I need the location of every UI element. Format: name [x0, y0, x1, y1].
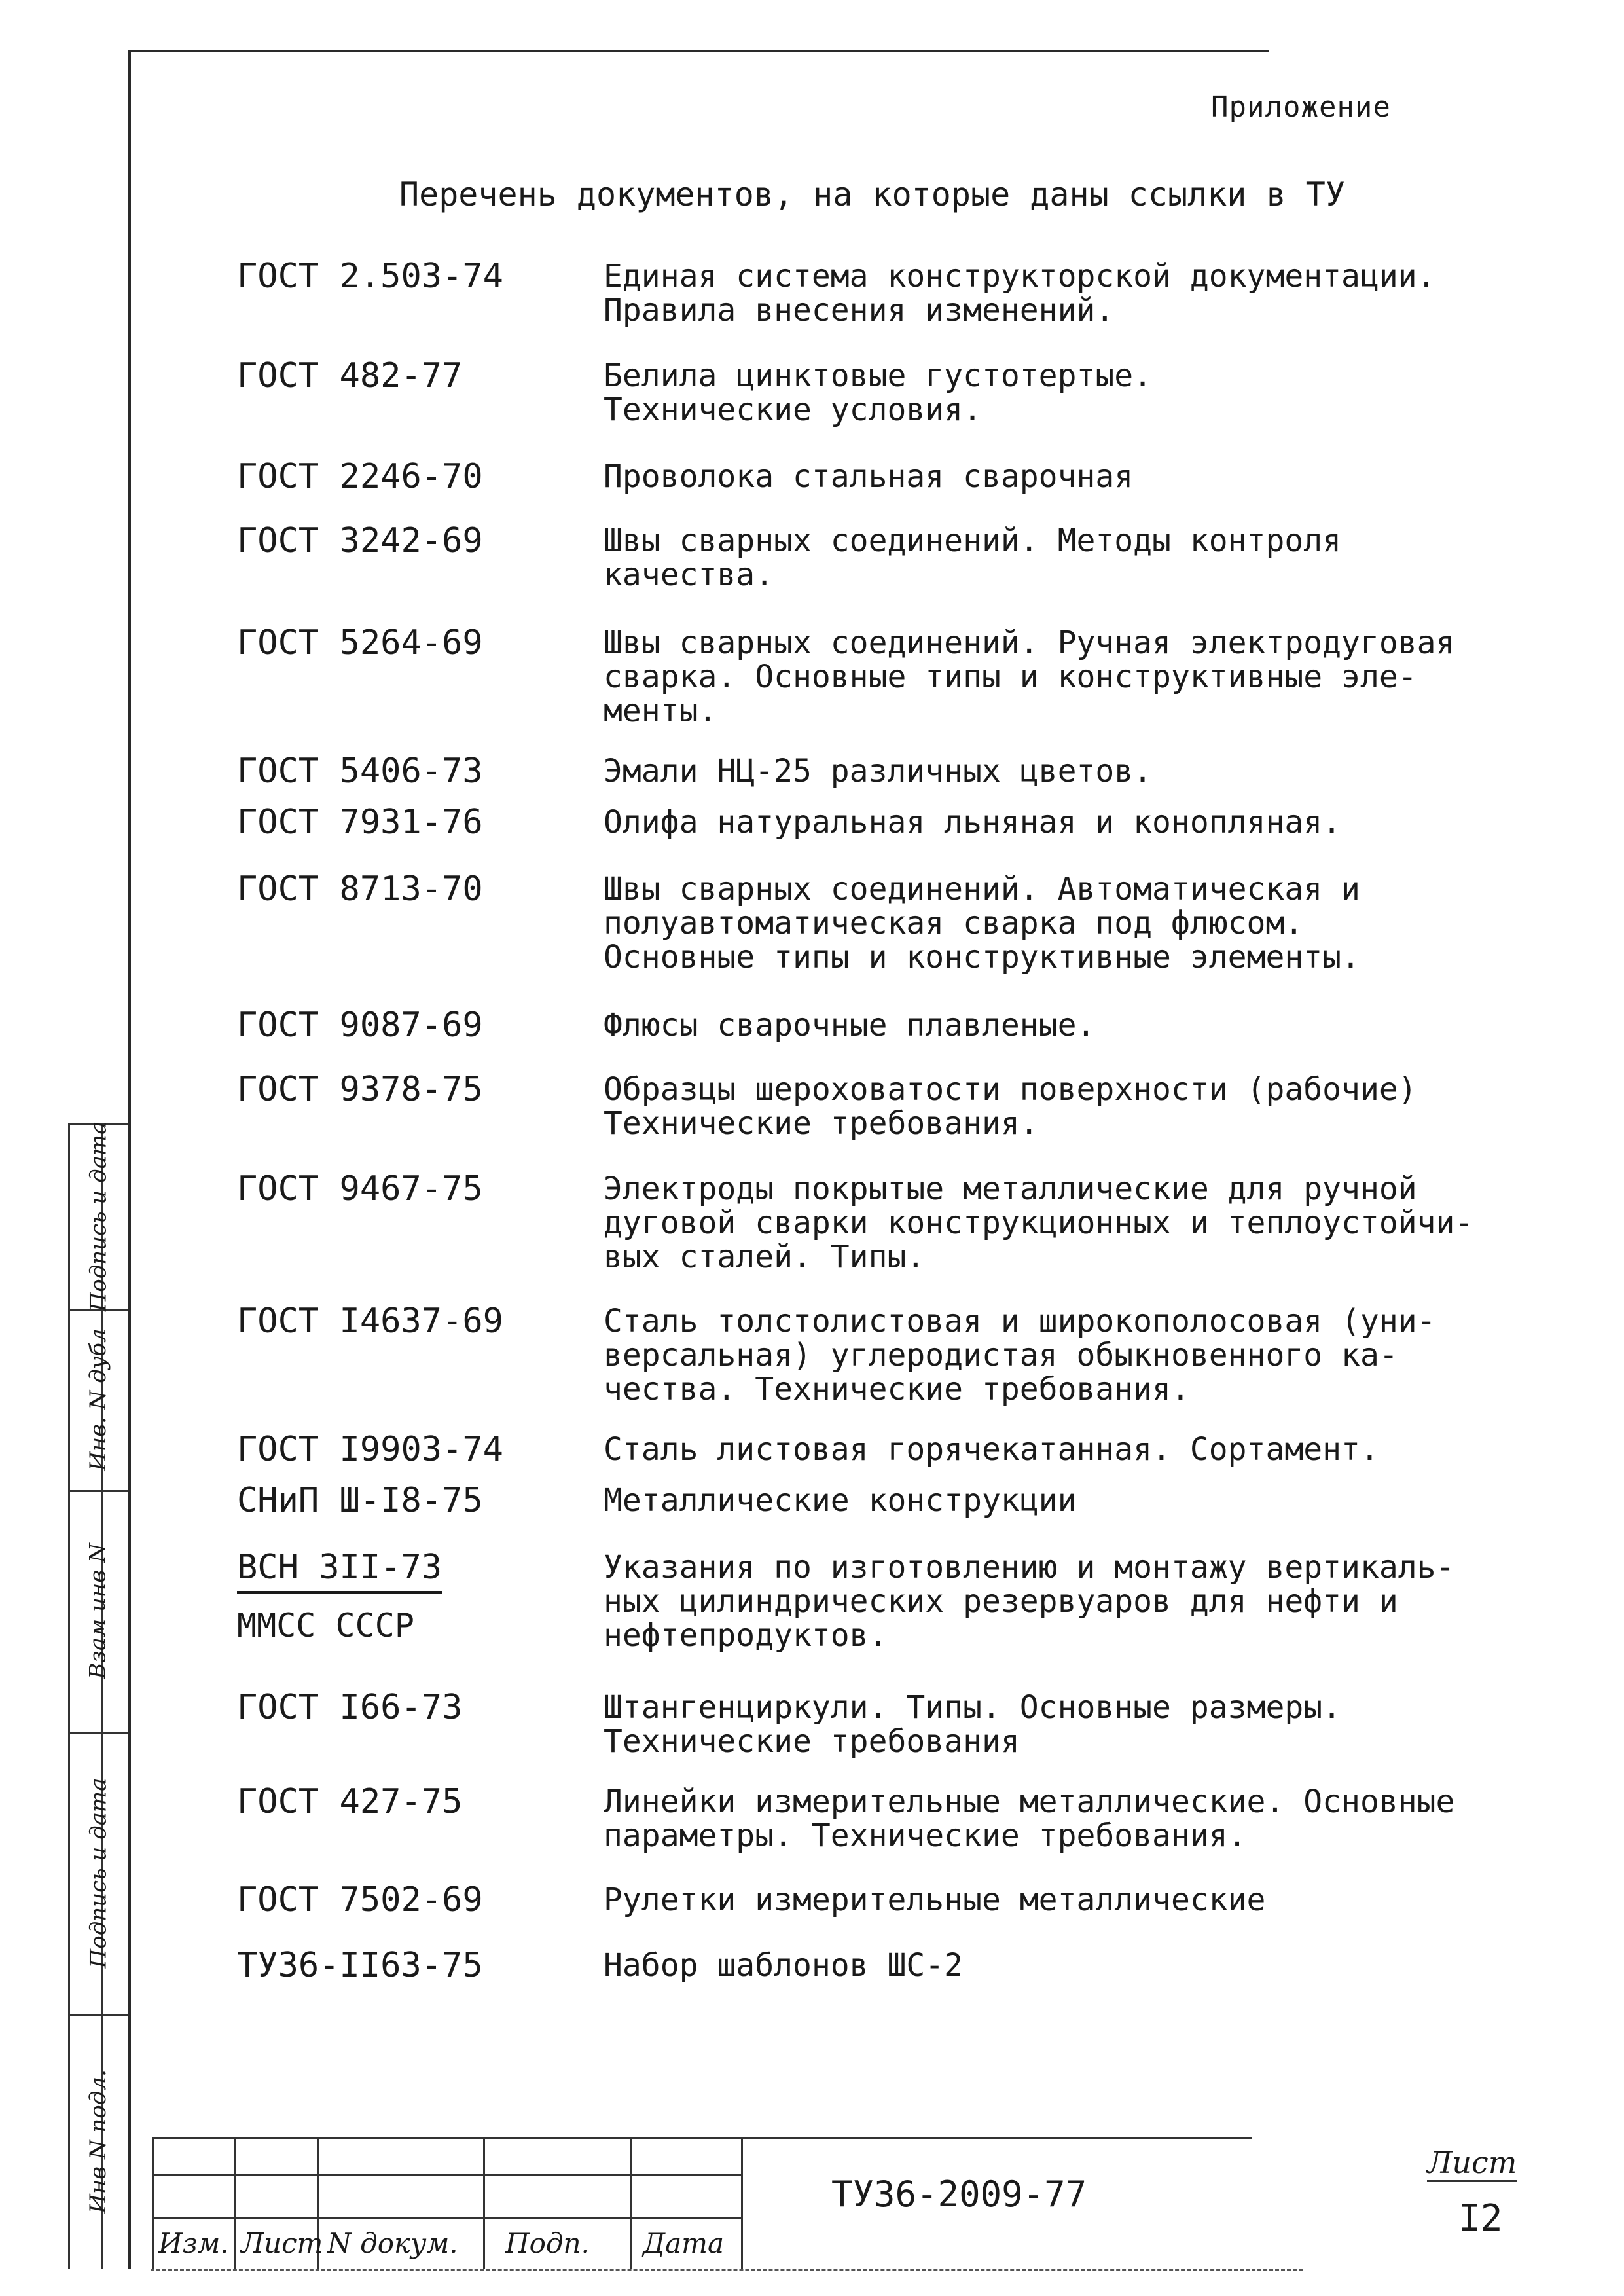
appendix-label: Приложение [1211, 90, 1391, 124]
sheet-number: I2 [1458, 2197, 1503, 2240]
reference-description: Указания по изготовлению и монтажу вертикаль- ных цилиндрических резервуаров для нефти и нефтепродуктов. [604, 1549, 1455, 1654]
stamp-inv-dup: Инв. N дубл [85, 1328, 111, 1471]
sheet-label: Лист [1427, 2145, 1517, 2182]
reference-code: ГОСТ 427-75 [237, 1782, 463, 1821]
stamp-inv-orig: Инв N подл. [85, 2069, 112, 2214]
frame-top-border [130, 50, 1269, 52]
reference-description: Линейки измерительные металлические. Основные параметры. Технические требования. [604, 1783, 1455, 1854]
reference-description: Электроды покрытые металлические для ручной дуговой сварки конструкционных и теплоустойчи- вых сталей. Типы. [604, 1171, 1474, 1275]
reference-description: Металлические конструкции [604, 1482, 1077, 1519]
reference-description: Сталь листовая горячекатанная. Сортамент. [604, 1431, 1379, 1468]
reference-description: Швы сварных соединений. Автоматическая и полуавтоматическая сварка под флюсом. Основные типы и конструктивные элементы. [604, 871, 1360, 975]
reference-code: ГОСТ 7502-69 [237, 1880, 483, 1920]
reference-code: ГОСТ 7931-76 [237, 803, 483, 842]
reference-description: Эмали НЦ-25 различных цветов. [604, 753, 1153, 790]
reference-code: ГОСТ I4637-69 [237, 1302, 503, 1341]
reference-code: ГОСТ 9378-75 [237, 1070, 483, 1109]
reference-description: Швы сварных соединений. Ручная электродуговая сварка. Основные типы и конструктивные эле- менты. [604, 625, 1455, 729]
reference-code: ГОСТ 5406-73 [237, 752, 483, 791]
frame-bottom-border [151, 2269, 1303, 2271]
reference-description: Проволока стальная сварочная [604, 458, 1134, 495]
reference-description: Рулетки измерительные металлические [604, 1882, 1266, 1918]
col-date: Дата [643, 2227, 725, 2259]
stamp-sign-date-1: Подпись и дата [85, 1121, 112, 1312]
col-change: Изм. [158, 2227, 229, 2259]
reference-code: ГОСТ I66-73 [237, 1688, 463, 1727]
stamp-sign-date-2: Подпись и дата [85, 1777, 112, 1969]
reference-code: ГОСТ 8713-70 [237, 869, 483, 909]
col-sheet: Лист [241, 2227, 323, 2259]
reference-code: ГОСТ I9903-74 [237, 1430, 503, 1469]
reference-code: ТУ36-II63-75 [237, 1946, 483, 1985]
reference-description: Белила цинктовые густотертые. Технические условия. [604, 357, 1153, 428]
col-sign: Подп. [505, 2227, 590, 2259]
col-doc: N докум. [327, 2227, 458, 2259]
reference-code: ВСН 3II-73 [237, 1548, 442, 1594]
reference-description: Сталь толстолистовая и широкополосовая (уни- версальная) углеродистая обыкновенного ка- чества. Технические требования. [604, 1303, 1436, 1408]
reference-code: ГОСТ 5264-69 [237, 623, 483, 663]
reference-description: Единая система конструкторской документации. Правила внесения изменений. [604, 258, 1436, 329]
reference-description: Швы сварных соединений. Методы контроля качества. [604, 522, 1342, 593]
reference-description: Штангенциркули. Типы. Основные размеры. Технические требования [604, 1689, 1342, 1760]
side-stamp [68, 1123, 128, 2269]
reference-code: СНиП Ш-I8-75 [237, 1481, 483, 1520]
stamp-mutual-inv: Взам инв N [85, 1543, 111, 1679]
reference-code-secondary: ММСС СССР [237, 1607, 414, 1645]
frame-left-border [128, 50, 131, 2269]
reference-description: Олифа натуральная льняная и конопляная. [604, 804, 1342, 841]
page-title: Перечень документов, на которые даны ссылки в ТУ [399, 175, 1345, 213]
reference-code: ГОСТ 9467-75 [237, 1169, 483, 1209]
reference-code: ГОСТ 2.503-74 [237, 257, 503, 296]
reference-description: Флюсы сварочные плавленые. [604, 1007, 1096, 1044]
reference-description: Образцы шероховатости поверхности (рабочие) Технические требования. [604, 1071, 1417, 1142]
doc-code: ТУ36-2009-77 [831, 2174, 1087, 2215]
reference-code: ГОСТ 482-77 [237, 356, 463, 395]
reference-code: ГОСТ 9087-69 [237, 1006, 483, 1045]
reference-code: ГОСТ 3242-69 [237, 521, 483, 560]
reference-code: ГОСТ 2246-70 [237, 457, 483, 496]
reference-description: Набор шаблонов ШС-2 [604, 1947, 964, 1984]
